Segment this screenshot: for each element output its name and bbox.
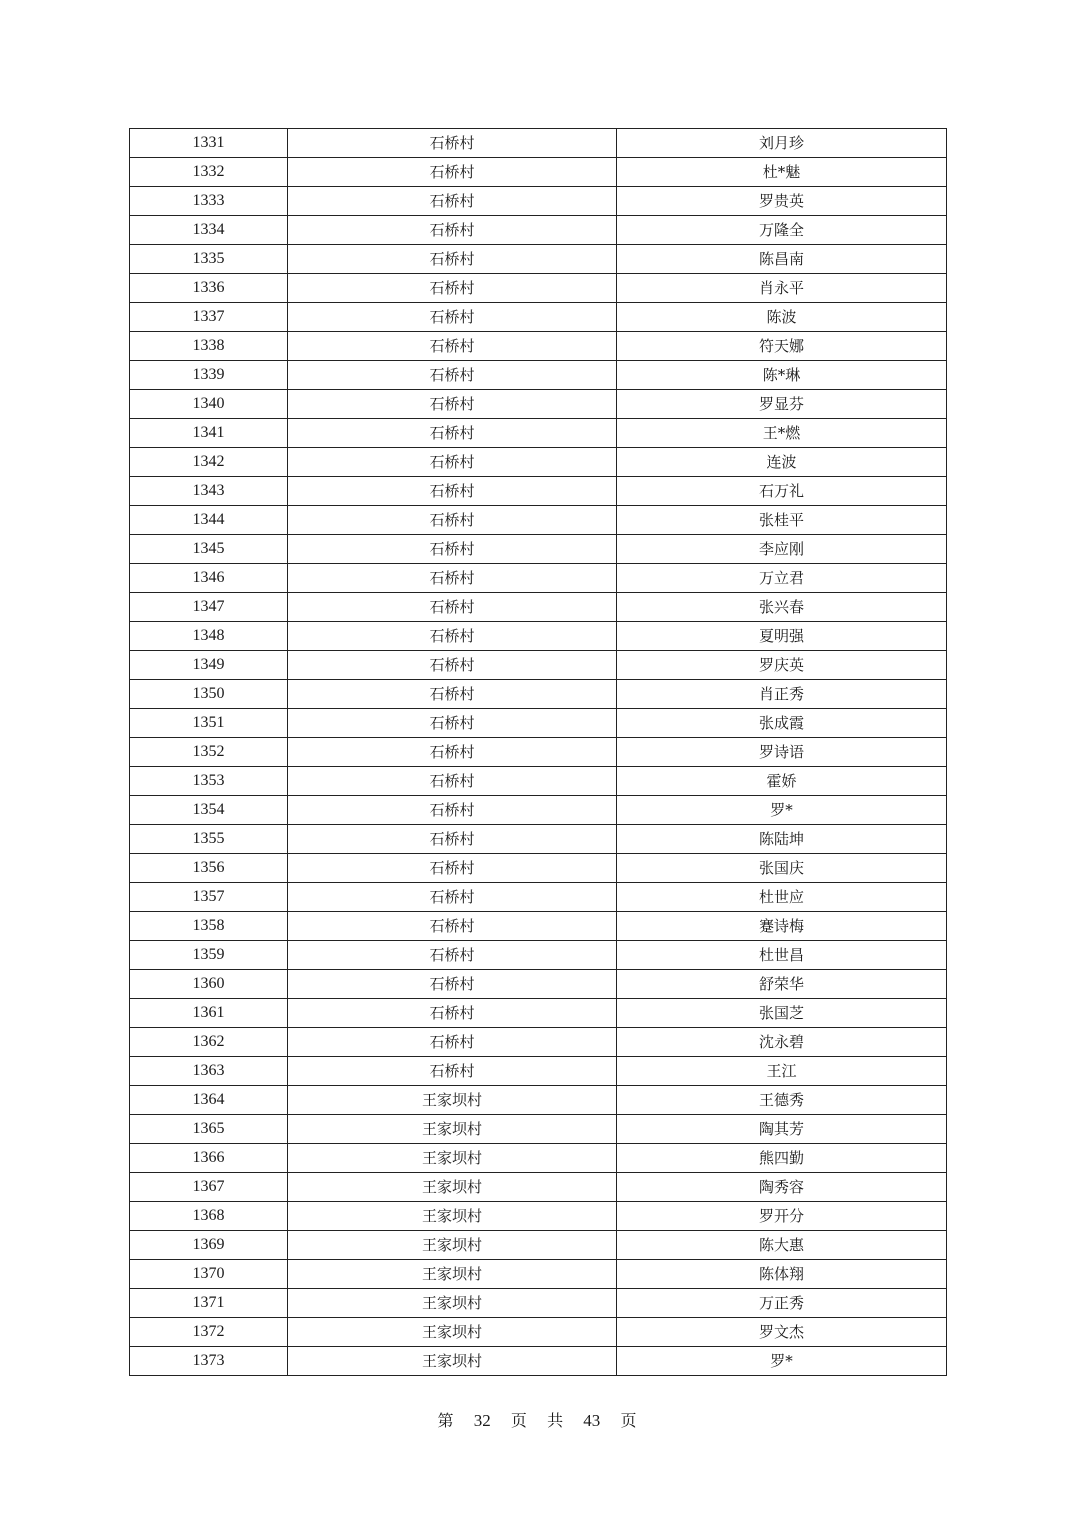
village-cell: 王家坝村 xyxy=(288,1173,617,1202)
table-row xyxy=(130,796,947,825)
village-cell: 石桥村 xyxy=(288,709,617,738)
table-row xyxy=(130,419,947,448)
table-row xyxy=(130,1144,947,1173)
name-cell: 符天娜 xyxy=(617,332,947,361)
village-cell: 石桥村 xyxy=(288,129,617,158)
village-cell: 石桥村 xyxy=(288,999,617,1028)
name-cell: 霍娇 xyxy=(617,767,947,796)
table-row xyxy=(130,622,947,651)
table-row xyxy=(130,361,947,390)
name-cell: 杜世应 xyxy=(617,883,947,912)
page-footer xyxy=(0,1409,1074,1433)
table-row xyxy=(130,680,947,709)
village-cell: 王家坝村 xyxy=(288,1347,617,1376)
row-number-cell: 1362 xyxy=(130,1028,288,1057)
village-cell: 石桥村 xyxy=(288,448,617,477)
table-row xyxy=(130,825,947,854)
row-number-cell: 1336 xyxy=(130,274,288,303)
name-cell: 杜*魅 xyxy=(617,158,947,187)
roster-table xyxy=(129,128,947,1376)
table-row xyxy=(130,158,947,187)
table-row xyxy=(130,1086,947,1115)
row-number-cell: 1355 xyxy=(130,825,288,854)
village-cell: 石桥村 xyxy=(288,564,617,593)
village-cell: 石桥村 xyxy=(288,390,617,419)
footer-prefix: 第 xyxy=(437,1411,454,1430)
name-cell: 罗* xyxy=(617,796,947,825)
name-cell: 沈永碧 xyxy=(617,1028,947,1057)
table-row xyxy=(130,448,947,477)
footer-total-word: 共 xyxy=(547,1411,564,1430)
village-cell: 石桥村 xyxy=(288,303,617,332)
table-row xyxy=(130,216,947,245)
table-row xyxy=(130,187,947,216)
row-number-cell: 1346 xyxy=(130,564,288,593)
row-number-cell: 1332 xyxy=(130,158,288,187)
row-number-cell: 1363 xyxy=(130,1057,288,1086)
name-cell: 万立君 xyxy=(617,564,947,593)
village-cell: 石桥村 xyxy=(288,216,617,245)
table-row xyxy=(130,129,947,158)
row-number-cell: 1341 xyxy=(130,419,288,448)
village-cell: 王家坝村 xyxy=(288,1086,617,1115)
table-row xyxy=(130,883,947,912)
table-row xyxy=(130,1347,947,1376)
village-cell: 石桥村 xyxy=(288,332,617,361)
table-row xyxy=(130,332,947,361)
table-row xyxy=(130,1115,947,1144)
table-row xyxy=(130,535,947,564)
name-cell: 罗* xyxy=(617,1347,947,1376)
table-row xyxy=(130,477,947,506)
footer-suffix: 页 xyxy=(620,1411,637,1430)
row-number-cell: 1331 xyxy=(130,129,288,158)
village-cell: 石桥村 xyxy=(288,1028,617,1057)
table-row xyxy=(130,274,947,303)
row-number-cell: 1358 xyxy=(130,912,288,941)
name-cell: 杜世昌 xyxy=(617,941,947,970)
current-page-number: 32 xyxy=(473,1411,491,1430)
table-row xyxy=(130,941,947,970)
table-row xyxy=(130,564,947,593)
village-cell: 石桥村 xyxy=(288,187,617,216)
table-row xyxy=(130,1231,947,1260)
name-cell: 罗庆英 xyxy=(617,651,947,680)
name-cell: 罗诗语 xyxy=(617,738,947,767)
row-number-cell: 1347 xyxy=(130,593,288,622)
row-number-cell: 1366 xyxy=(130,1144,288,1173)
village-cell: 石桥村 xyxy=(288,738,617,767)
table-row xyxy=(130,999,947,1028)
total-pages-number: 43 xyxy=(583,1411,601,1430)
row-number-cell: 1360 xyxy=(130,970,288,999)
table-row xyxy=(130,506,947,535)
row-number-cell: 1370 xyxy=(130,1260,288,1289)
village-cell: 石桥村 xyxy=(288,854,617,883)
row-number-cell: 1348 xyxy=(130,622,288,651)
name-cell: 王*燃 xyxy=(617,419,947,448)
row-number-cell: 1351 xyxy=(130,709,288,738)
row-number-cell: 1334 xyxy=(130,216,288,245)
table-row xyxy=(130,651,947,680)
row-number-cell: 1340 xyxy=(130,390,288,419)
name-cell: 陈波 xyxy=(617,303,947,332)
footer-page-word: 页 xyxy=(510,1411,527,1430)
name-cell: 张成霞 xyxy=(617,709,947,738)
table-row xyxy=(130,738,947,767)
name-cell: 王德秀 xyxy=(617,1086,947,1115)
row-number-cell: 1369 xyxy=(130,1231,288,1260)
name-cell: 石万礼 xyxy=(617,477,947,506)
village-cell: 石桥村 xyxy=(288,419,617,448)
village-cell: 石桥村 xyxy=(288,912,617,941)
name-cell: 张桂平 xyxy=(617,506,947,535)
table-row xyxy=(130,1318,947,1347)
name-cell: 张国芝 xyxy=(617,999,947,1028)
row-number-cell: 1354 xyxy=(130,796,288,825)
row-number-cell: 1349 xyxy=(130,651,288,680)
village-cell: 石桥村 xyxy=(288,593,617,622)
village-cell: 石桥村 xyxy=(288,245,617,274)
name-cell: 罗开分 xyxy=(617,1202,947,1231)
village-cell: 石桥村 xyxy=(288,506,617,535)
row-number-cell: 1367 xyxy=(130,1173,288,1202)
village-cell: 王家坝村 xyxy=(288,1289,617,1318)
name-cell: 罗贵英 xyxy=(617,187,947,216)
village-cell: 王家坝村 xyxy=(288,1231,617,1260)
row-number-cell: 1364 xyxy=(130,1086,288,1115)
row-number-cell: 1356 xyxy=(130,854,288,883)
roster-table-body xyxy=(130,129,947,1376)
name-cell: 万隆全 xyxy=(617,216,947,245)
village-cell: 石桥村 xyxy=(288,883,617,912)
name-cell: 李应刚 xyxy=(617,535,947,564)
table-row xyxy=(130,1173,947,1202)
village-cell: 石桥村 xyxy=(288,274,617,303)
table-row xyxy=(130,767,947,796)
row-number-cell: 1353 xyxy=(130,767,288,796)
name-cell: 罗显芬 xyxy=(617,390,947,419)
name-cell: 陈体翔 xyxy=(617,1260,947,1289)
row-number-cell: 1338 xyxy=(130,332,288,361)
name-cell: 连波 xyxy=(617,448,947,477)
village-cell: 王家坝村 xyxy=(288,1318,617,1347)
table-row xyxy=(130,709,947,738)
row-number-cell: 1368 xyxy=(130,1202,288,1231)
table-row xyxy=(130,1057,947,1086)
row-number-cell: 1361 xyxy=(130,999,288,1028)
name-cell: 王江 xyxy=(617,1057,947,1086)
village-cell: 王家坝村 xyxy=(288,1115,617,1144)
name-cell: 刘月珍 xyxy=(617,129,947,158)
name-cell: 夏明强 xyxy=(617,622,947,651)
row-number-cell: 1345 xyxy=(130,535,288,564)
name-cell: 陈陆坤 xyxy=(617,825,947,854)
village-cell: 石桥村 xyxy=(288,361,617,390)
name-cell: 陈昌南 xyxy=(617,245,947,274)
row-number-cell: 1350 xyxy=(130,680,288,709)
table-row xyxy=(130,1028,947,1057)
village-cell: 石桥村 xyxy=(288,1057,617,1086)
name-cell: 陈大惠 xyxy=(617,1231,947,1260)
village-cell: 石桥村 xyxy=(288,535,617,564)
table-row xyxy=(130,912,947,941)
name-cell: 蹇诗梅 xyxy=(617,912,947,941)
row-number-cell: 1371 xyxy=(130,1289,288,1318)
row-number-cell: 1344 xyxy=(130,506,288,535)
row-number-cell: 1357 xyxy=(130,883,288,912)
table-row xyxy=(130,390,947,419)
name-cell: 张国庆 xyxy=(617,854,947,883)
village-cell: 石桥村 xyxy=(288,767,617,796)
village-cell: 石桥村 xyxy=(288,796,617,825)
row-number-cell: 1342 xyxy=(130,448,288,477)
row-number-cell: 1343 xyxy=(130,477,288,506)
village-cell: 石桥村 xyxy=(288,680,617,709)
village-cell: 王家坝村 xyxy=(288,1202,617,1231)
village-cell: 石桥村 xyxy=(288,825,617,854)
table-row xyxy=(130,970,947,999)
name-cell: 肖永平 xyxy=(617,274,947,303)
row-number-cell: 1335 xyxy=(130,245,288,274)
row-number-cell: 1372 xyxy=(130,1318,288,1347)
table-row xyxy=(130,1202,947,1231)
village-cell: 石桥村 xyxy=(288,970,617,999)
village-cell: 石桥村 xyxy=(288,651,617,680)
village-cell: 石桥村 xyxy=(288,158,617,187)
row-number-cell: 1365 xyxy=(130,1115,288,1144)
row-number-cell: 1352 xyxy=(130,738,288,767)
row-number-cell: 1337 xyxy=(130,303,288,332)
table-row xyxy=(130,1289,947,1318)
village-cell: 石桥村 xyxy=(288,622,617,651)
village-cell: 王家坝村 xyxy=(288,1260,617,1289)
name-cell: 舒荣华 xyxy=(617,970,947,999)
name-cell: 肖正秀 xyxy=(617,680,947,709)
table-row xyxy=(130,245,947,274)
table-row xyxy=(130,854,947,883)
village-cell: 石桥村 xyxy=(288,941,617,970)
table-row xyxy=(130,593,947,622)
name-cell: 罗文杰 xyxy=(617,1318,947,1347)
name-cell: 陈*琳 xyxy=(617,361,947,390)
row-number-cell: 1333 xyxy=(130,187,288,216)
name-cell: 陶秀容 xyxy=(617,1173,947,1202)
table-row xyxy=(130,303,947,332)
name-cell: 万正秀 xyxy=(617,1289,947,1318)
table-row xyxy=(130,1260,947,1289)
village-cell: 石桥村 xyxy=(288,477,617,506)
row-number-cell: 1373 xyxy=(130,1347,288,1376)
name-cell: 陶其芳 xyxy=(617,1115,947,1144)
row-number-cell: 1339 xyxy=(130,361,288,390)
name-cell: 熊四勤 xyxy=(617,1144,947,1173)
name-cell: 张兴春 xyxy=(617,593,947,622)
row-number-cell: 1359 xyxy=(130,941,288,970)
village-cell: 王家坝村 xyxy=(288,1144,617,1173)
